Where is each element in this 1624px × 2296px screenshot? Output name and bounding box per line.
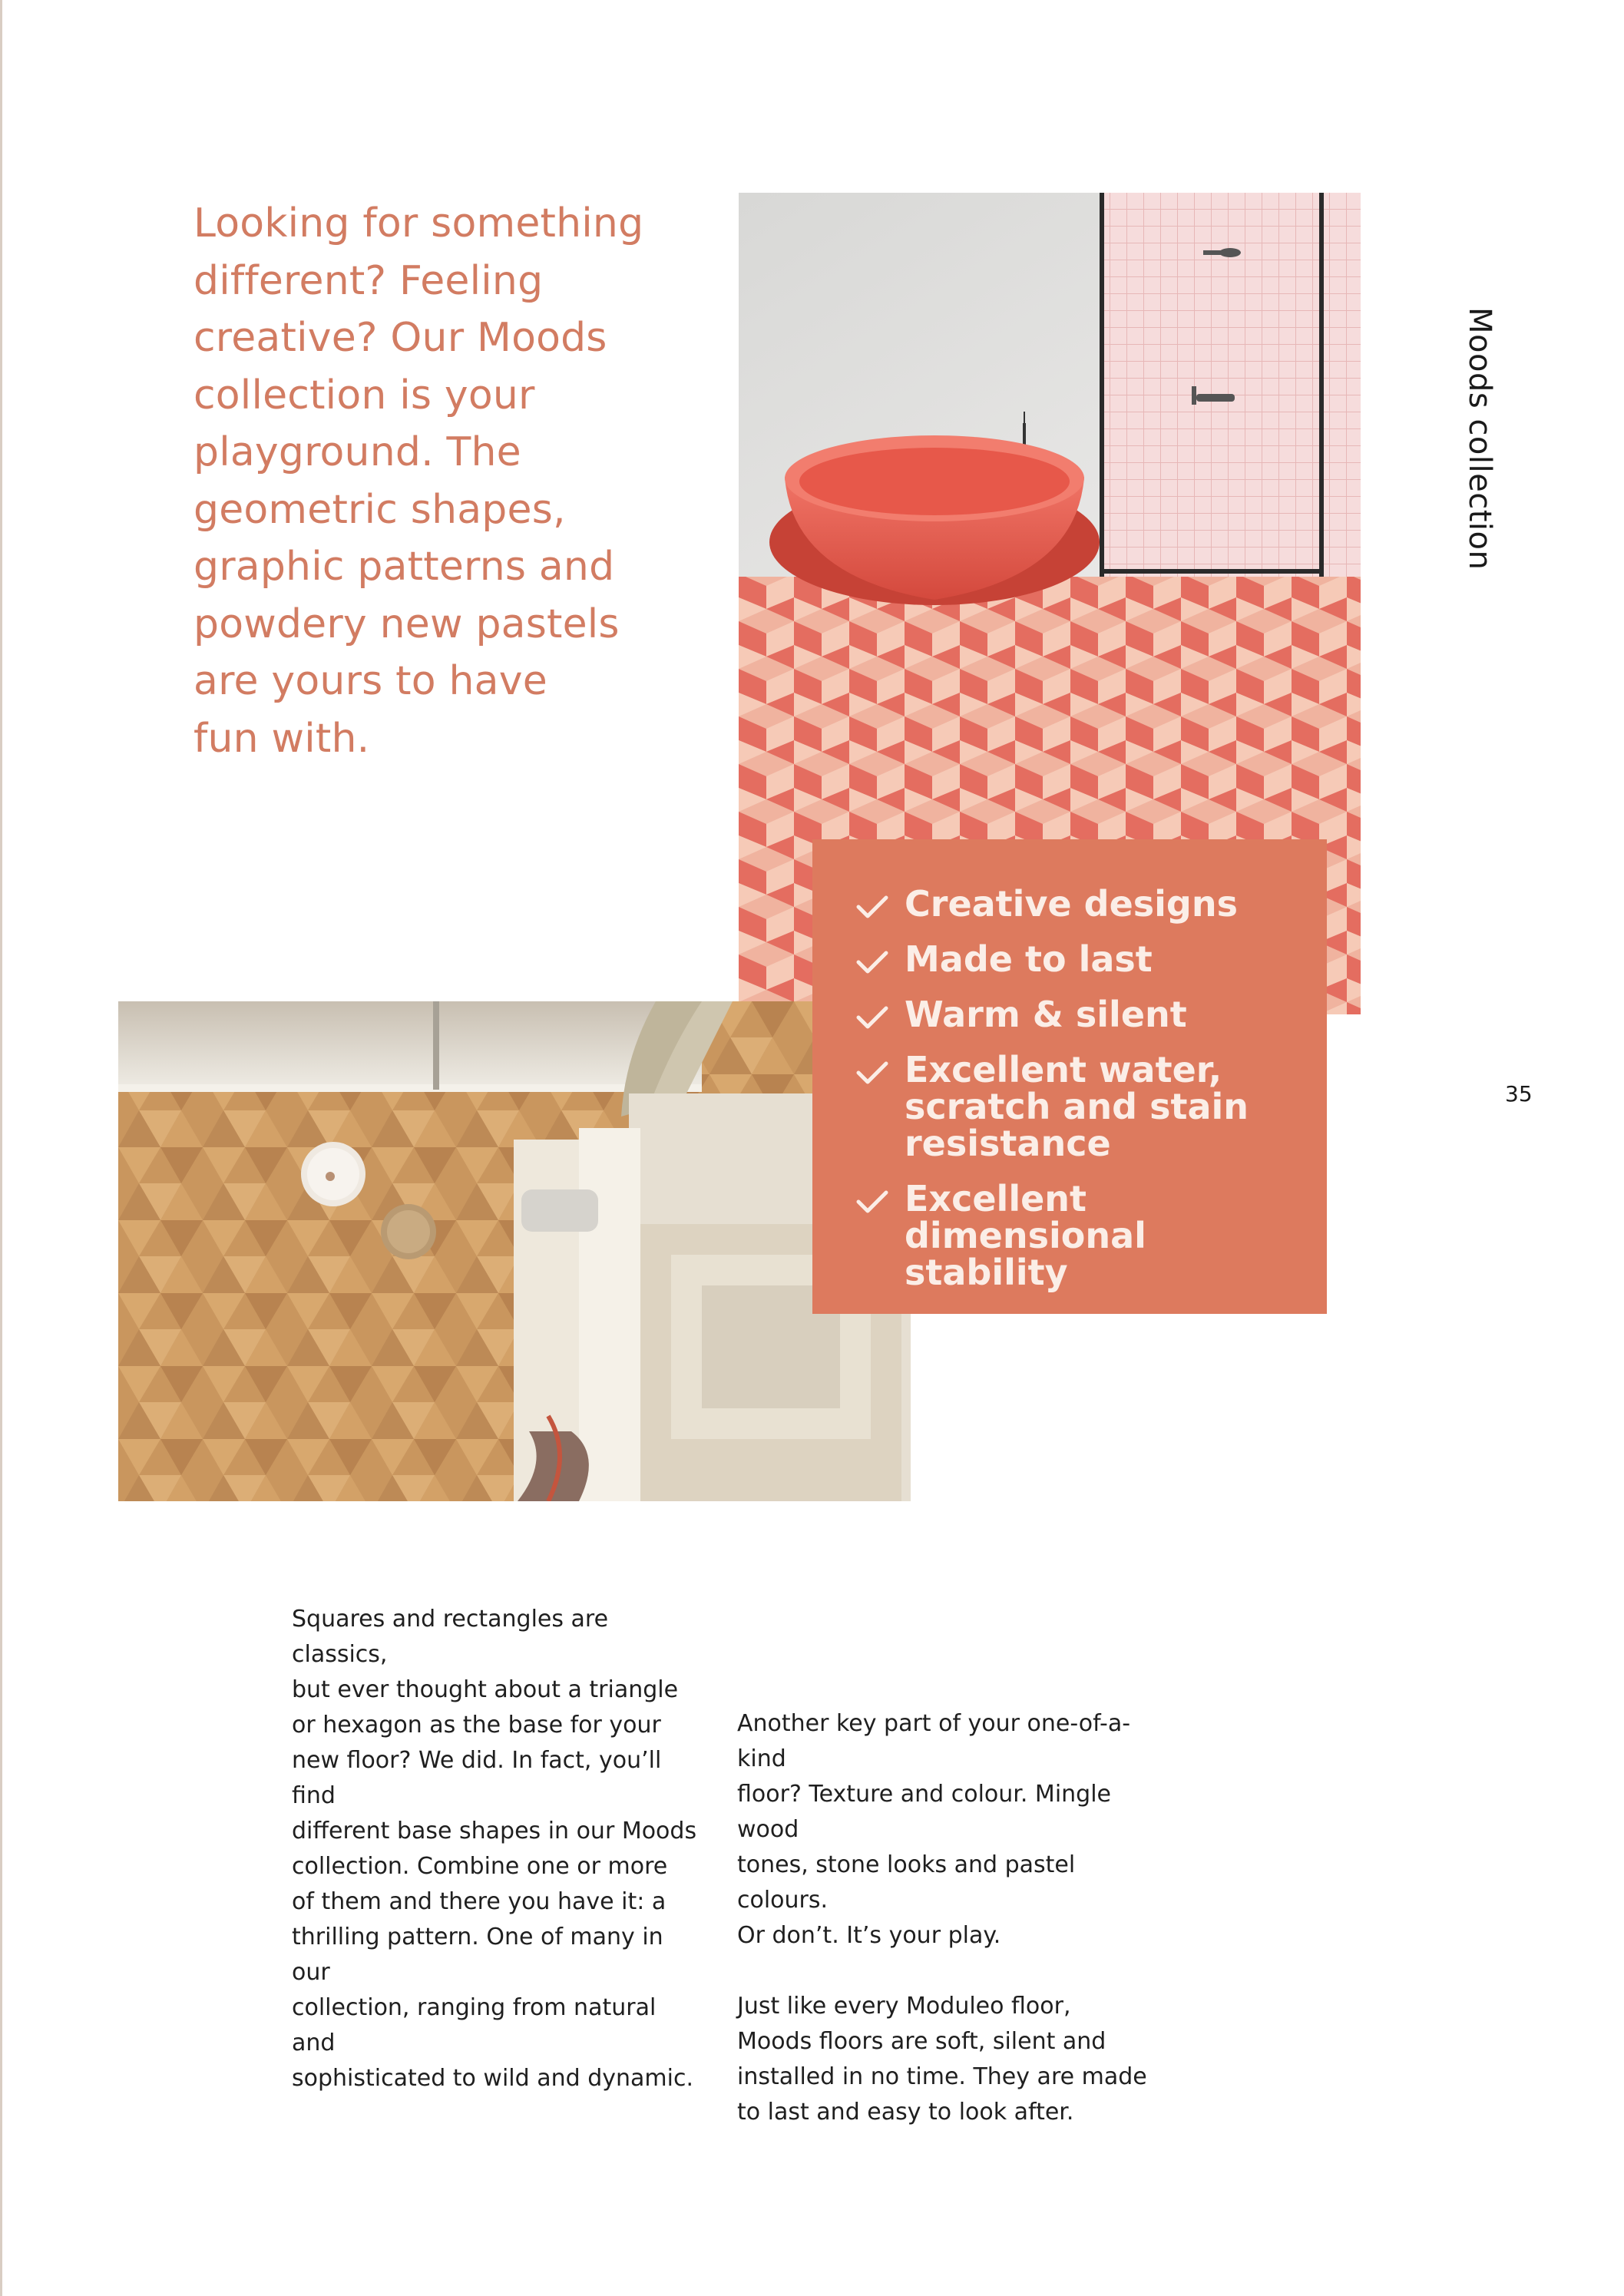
living-room-photo	[118, 1001, 911, 1501]
feature-label: Made to last	[905, 938, 1153, 980]
check-icon	[855, 1004, 889, 1031]
feature-label: Warm & silent	[905, 994, 1187, 1035]
body-text-column-1: Squares and rectangles are classics, but ever thought about a triangle or hexagon as the base for your new floor? We did. In fact, you’ll find different base shapes in our Moods collection. Combine one or more of them and there you have it: a thrilling pattern. One of many in our collection, ranging from natural and sophisticated to wild and dynamic.	[292, 1606, 697, 2092]
feature-item	[855, 996, 1304, 1033]
check-icon	[855, 948, 889, 976]
feature-item	[855, 883, 1304, 925]
feature-label: Excellent water, scratch and stain resistance	[905, 1049, 1249, 1164]
check-icon	[855, 1188, 889, 1216]
feature-item	[855, 1180, 1304, 1291]
feature-item	[855, 1051, 1304, 1162]
features-list	[855, 885, 1304, 1291]
features-box	[812, 839, 1327, 1314]
intro-headline: Looking for something different? Feeling creative? Our Moods collection is your playground. The geometric shapes, graphic patterns and powdery new pastels are yours to have fun with.	[193, 200, 644, 762]
feature-label: Creative designs	[905, 883, 1238, 925]
page-edge	[0, 0, 2, 2296]
body-text-column-2: Another key part of your one-of-a-kind floor? Texture and colour. Mingle wood tones, stone looks and pastel colours. Or don’t. It’s your play. Just like every Moduleo floor, Moods floors are soft, silent and installed in no time. They are made to last and easy to look after.	[737, 1710, 1147, 2126]
feature-label: Excellent dimensional stability	[905, 1178, 1146, 1293]
check-icon	[855, 1059, 889, 1087]
page-number: 35	[1505, 1081, 1533, 1107]
side-title-text: Moods collection	[1462, 307, 1497, 571]
feature-item	[855, 938, 1304, 980]
check-icon	[855, 893, 889, 921]
